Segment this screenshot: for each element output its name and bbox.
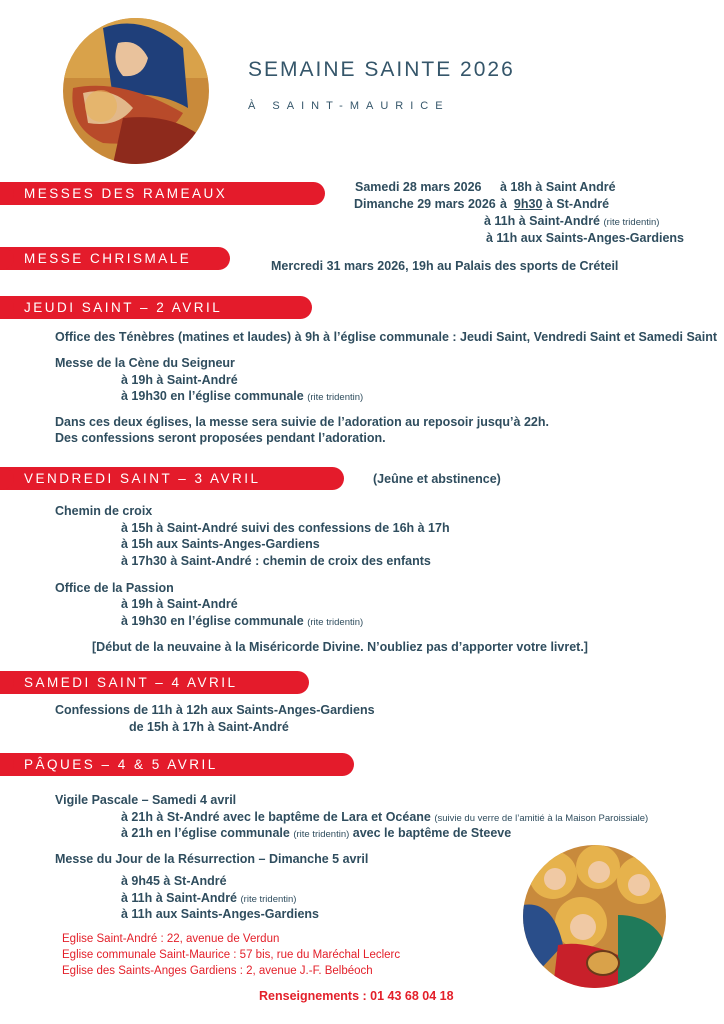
vendredi-croix-1: à 15h à Saint-André suivi des confessions de 16h à 17h (121, 521, 450, 535)
paques-jour-3: à 11h aux Saints-Anges-Gardiens (121, 907, 319, 921)
angels-painting (523, 845, 666, 988)
rameaux-line-3: à 11h à Saint-André (rite tridentin) (484, 214, 660, 228)
samedi-confessions-1: Confessions de 11h à 12h aux Saints-Anges-Gardiens (55, 703, 375, 717)
section-band-jeudi: JEUDI SAINT – 2 AVRIL (0, 296, 312, 319)
rameaux-line-4: à 11h aux Saints-Anges-Gardiens (486, 231, 684, 245)
samedi-confessions-2: de 15h à 17h à Saint-André (129, 720, 289, 734)
vendredi-neuvaine: [Début de la neuvaine à la Miséricorde Divine. N’oubliez pas d’apporter votre livret.] (92, 640, 588, 654)
rameaux-line-1b: à 18h à Saint André (500, 180, 616, 194)
rameaux-line-2a: Dimanche 29 mars 2026 (354, 197, 496, 211)
section-band-rameaux: MESSES DES RAMEAUX (0, 182, 325, 205)
section-band-samedi: SAMEDI SAINT – 4 AVRIL (0, 671, 309, 694)
paques-vigile-2: à 21h en l’église communale (rite tridentin) avec le baptême de Steeve (121, 826, 512, 840)
jeudi-tenebres: Office des Ténèbres (matines et laudes) à 9h à l’église communale : Jeudi Saint, Vendredi Saint et Samedi Saint (55, 330, 718, 344)
rameaux-line-1a: Samedi 28 mars 2026 (355, 180, 482, 194)
vendredi-croix-2: à 15h aux Saints-Anges-Gardiens (121, 537, 320, 551)
jeudi-note-2: Des confessions seront proposées pendant l’adoration. (55, 431, 386, 445)
section-band-chrismale: MESSE CHRISMALE (0, 247, 230, 270)
address-saint-maurice: Eglise communale Saint-Maurice : 57 bis, rue du Maréchal Leclerc (62, 949, 401, 961)
paques-vigile: Vigile Pascale – Samedi 4 avril (55, 793, 237, 807)
paques-vigile-1: à 21h à St-André avec le baptême de Lara et Océane (suivie du verre de l’amitié à la Maison Paroissiale) (121, 810, 649, 824)
pieta-painting (63, 18, 209, 164)
rameaux-line-2: à 9h30 à St-André (500, 197, 610, 211)
jeudi-note-1: Dans ces deux églises, la messe sera suivie de l’adoration au reposoir jusqu’à 22h. (55, 415, 549, 429)
jeudi-cene-1: à 19h à Saint-André (121, 373, 238, 387)
vendredi-passion: Office de la Passion (55, 581, 174, 595)
section-band-paques: PÂQUES – 4 & 5 AVRIL (0, 753, 354, 776)
jeudi-cene-2: à 19h30 en l’église communale (rite tridentin) (121, 389, 364, 403)
vendredi-croix: Chemin de croix (55, 504, 153, 518)
chrismale-line: Mercredi 31 mars 2026, 19h au Palais des sports de Créteil (271, 259, 619, 273)
paques-jour-1: à 9h45 à St-André (121, 874, 227, 888)
paques-jour: Messe du Jour de la Résurrection – Dimanche 5 avril (55, 852, 369, 866)
section-band-vendredi: VENDREDI SAINT – 3 AVRIL (0, 467, 344, 490)
vendredi-passion-2: à 19h30 en l’église communale (rite tridentin) (121, 614, 364, 628)
contact-phone: Renseignements : 01 43 68 04 18 (259, 989, 454, 1003)
page-title: SEMAINE SAINTE 2026 (248, 58, 515, 81)
page-subtitle: À SAINT-MAURICE (248, 100, 450, 112)
vendredi-croix-3: à 17h30 à Saint-André : chemin de croix des enfants (121, 554, 431, 568)
address-saints-anges: Eglise des Saints-Anges Gardiens : 2, avenue J.-F. Belbéoch (62, 965, 373, 977)
vendredi-jeune: (Jeûne et abstinence) (373, 472, 501, 486)
address-saint-andre: Eglise Saint-André : 22, avenue de Verdun (62, 933, 280, 945)
vendredi-passion-1: à 19h à Saint-André (121, 597, 238, 611)
paques-jour-2: à 11h à Saint-André (rite tridentin) (121, 891, 297, 905)
jeudi-cene: Messe de la Cène du Seigneur (55, 356, 235, 370)
